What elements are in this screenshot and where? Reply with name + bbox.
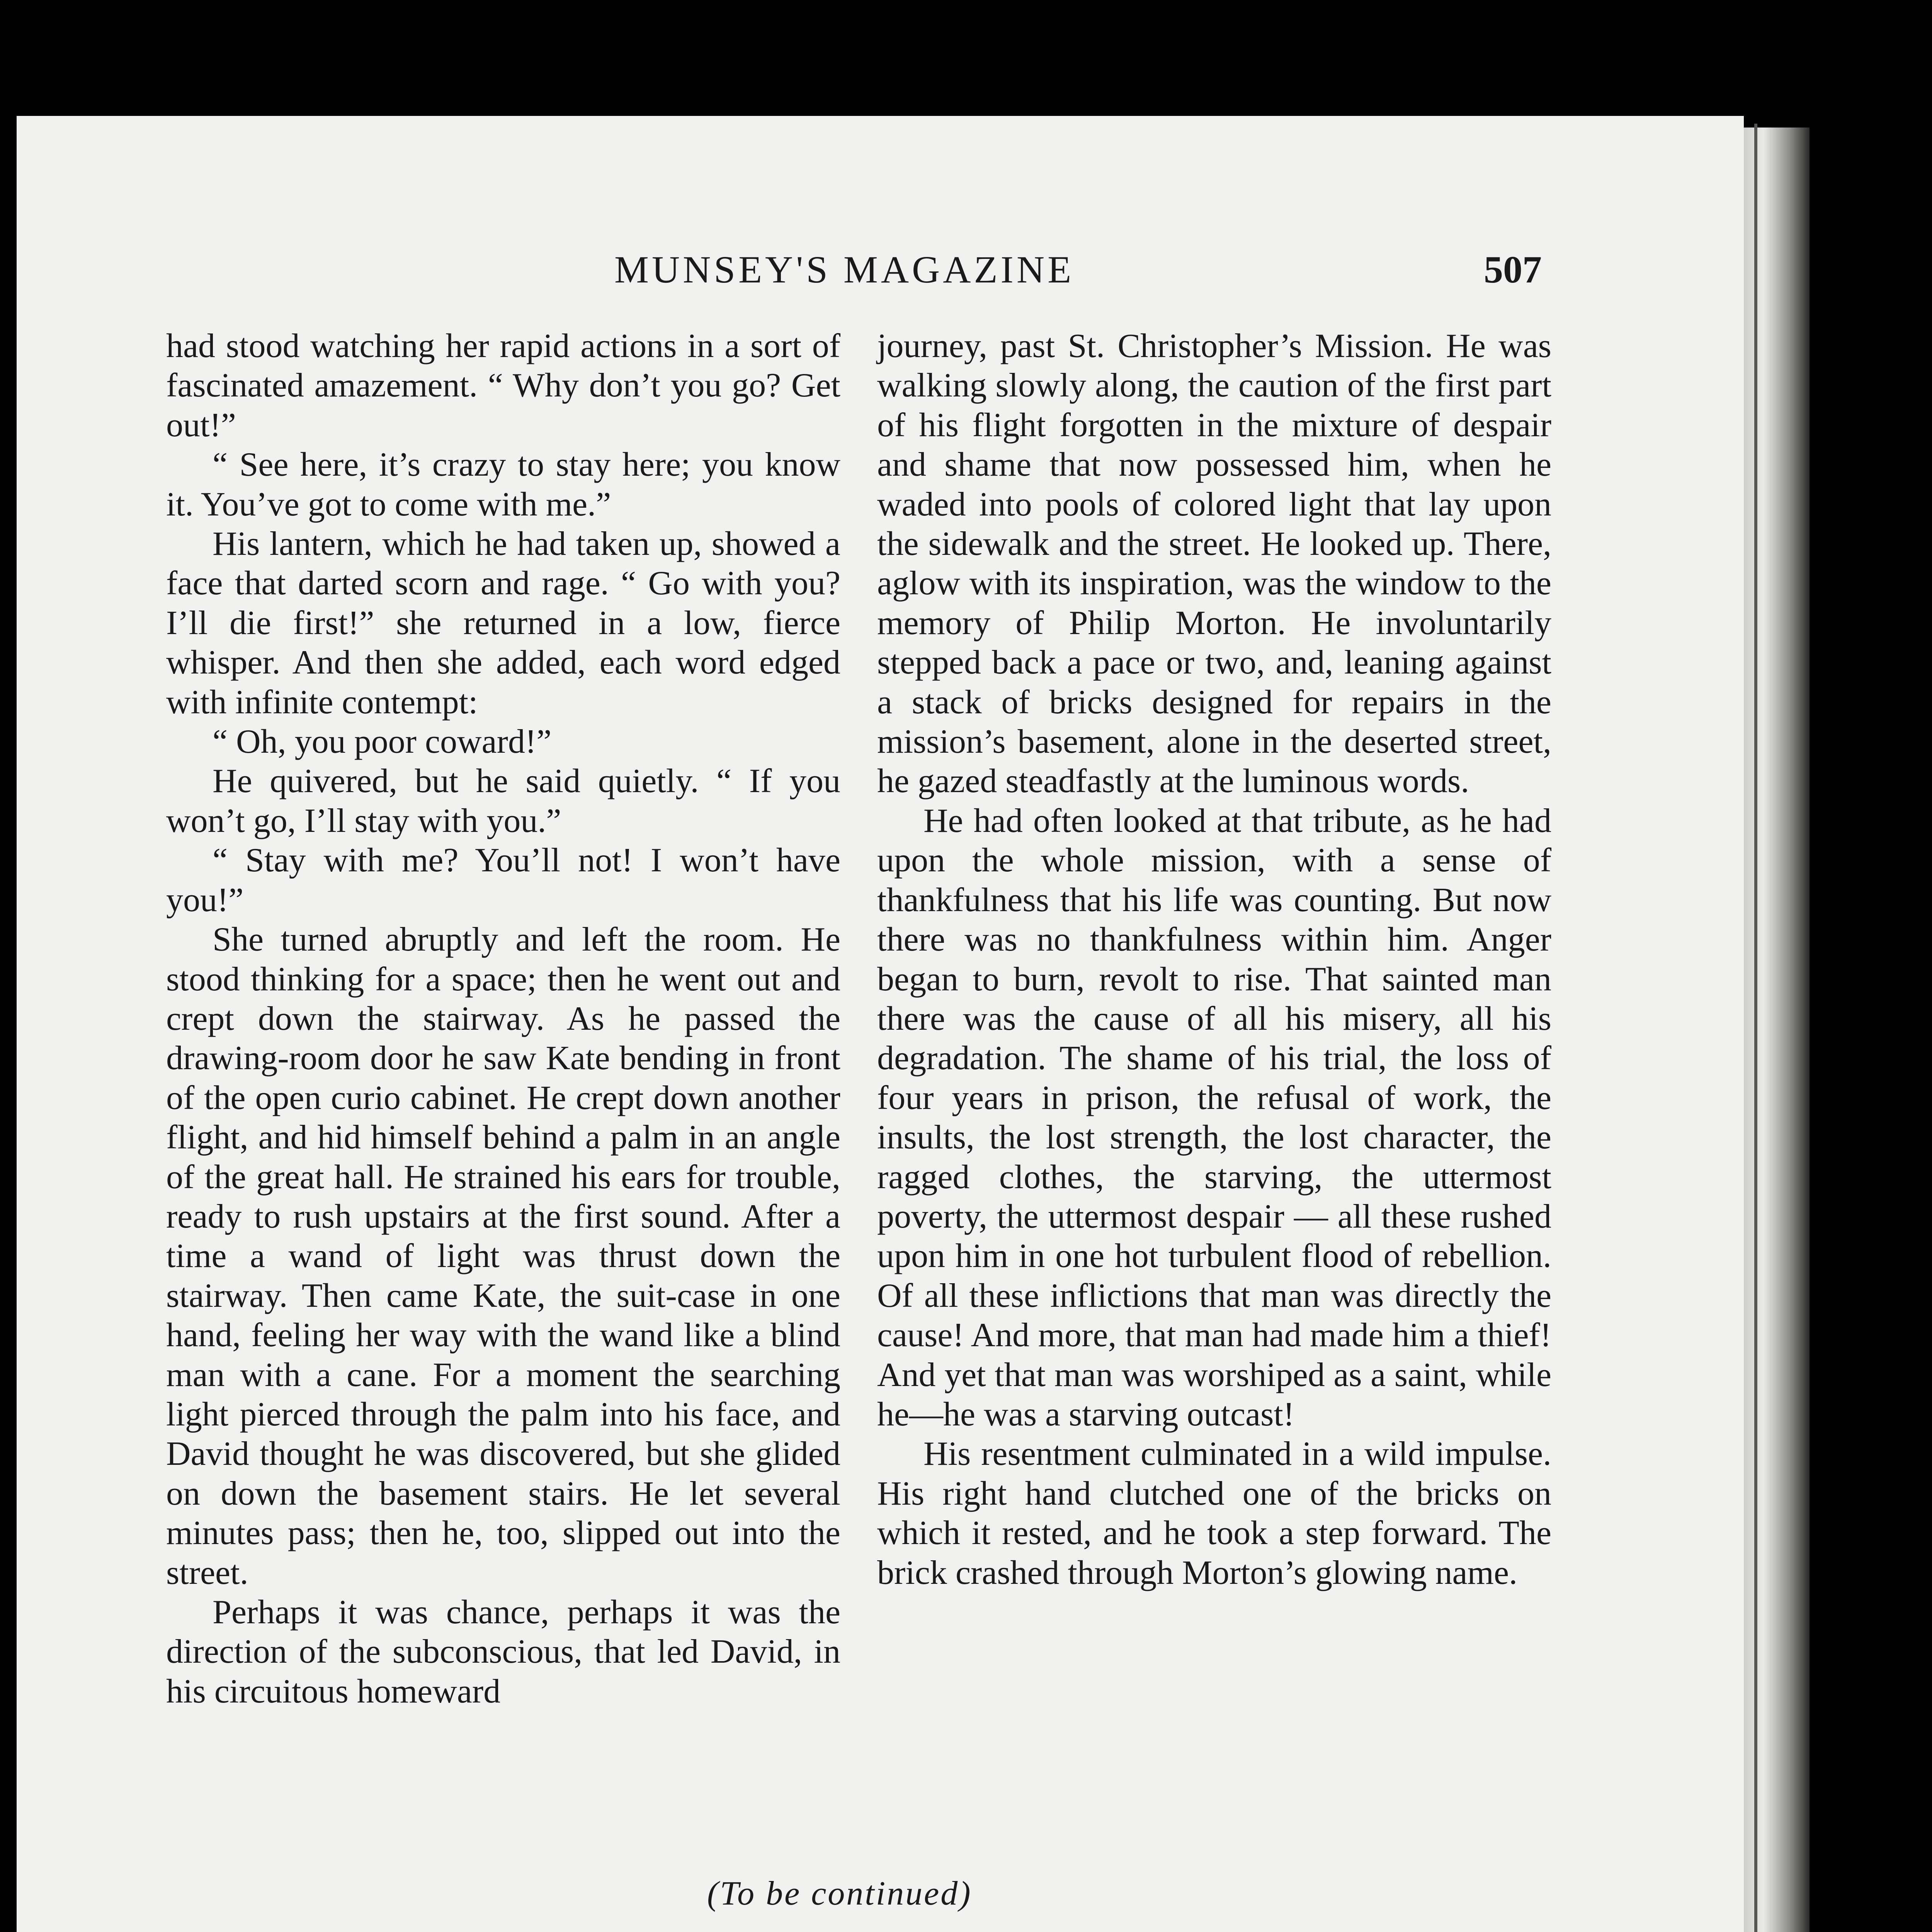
- paragraph: journey, past St. Christopher’s Mission. He was walking slowly along, the caution of the first part of his flight forgotten in the mixture of despair and shame that now possessed him, when he waded into pools of colored light that lay upon the sidewalk and the street. He looked up. There, aglow with its inspiration, was the window to the memory of Philip Morton. He involuntarily stepped back a pace or two, and, leaning against a stack of bricks designed for repairs in the mission’s basement, alone in the deserted street, he gazed steadfastly at the luminous words.: [877, 327, 1551, 800]
- paragraph: had stood watching her rapid actions in a sort of fascinated amazement. “ Why don’t you go? Get out!”: [166, 327, 840, 444]
- paragraph: He quivered, but he said quietly. “ If you won’t go, I’ll stay with you.”: [166, 762, 840, 840]
- paragraph: Perhaps it was chance, perhaps it was the direction of the subconscious, that led David, in his circuitous homeward: [166, 1594, 840, 1710]
- paragraph: “ See here, it’s crazy to stay here; you know it. You’ve got to come with me.”: [166, 446, 840, 523]
- to-be-continued: (To be continued): [707, 1875, 972, 1912]
- left-column: [166, 327, 840, 1711]
- paragraph: She turned abruptly and left the room. He stood thinking for a space; then he went out and crept down the stairway. As he passed the drawing-room door he saw Kate bending in front of the open curio cabinet. He crept down another flight, and hid himself behind a palm in an angle of the great hall. He strained his ears for trouble, ready to rush upstairs at the first sound. After a time a wand of light was thrust down the stairway. Then came Kate, the suit-case in one hand, feeling her way with the wand like a blind man with a cane. For a moment the searching light pierced through the palm into his face, and David thought he was discovered, but she glided on down the basement stairs. He let several minutes pass; then he, too, slipped out into the street.: [166, 921, 840, 1592]
- paragraph: His lantern, which he had taken up, showed a face that darted scorn and rage. “ Go with you? I’ll die first!” she returned in a low, fierce whisper. And then she added, each word edged with infinite contempt:: [166, 525, 840, 721]
- page-number: 507: [1484, 248, 1542, 291]
- paragraph: His resentment culminated in a wild impulse. His right hand clutched one of the bricks on which it rested, and he took a step forward. The brick crashed through Morton’s glowing name.: [877, 1435, 1551, 1592]
- binding-shadow: [1754, 124, 1757, 1932]
- paragraph: He had often looked at that tribute, as he had upon the whole mission, with a sense of thankfulness that his life was counting. But now there was no thankfulness within him. Anger began to burn, revolt to rise. That sainted man there was the cause of all his misery, all his degradation. The shame of his trial, the loss of four years in prison, the refusal of work, the insults, the lost strength, the lost character, the ragged clothes, the starving, the uttermost poverty, the uttermost despair — all these rushed upon him in one hot turbulent flood of rebellion. Of all these inflictions that man was directly the cause! And more, that man had made him a thief! And yet that man was worshiped as a saint, while he—he was a starving outcast!: [877, 802, 1551, 1433]
- page-stack-edge: [1744, 128, 1810, 1932]
- right-column: [877, 327, 1551, 1593]
- paragraph: “ Stay with me? You’ll not! I won’t have you!”: [166, 842, 840, 919]
- paragraph: “ Oh, you poor coward!”: [213, 723, 552, 761]
- running-head: MUNSEY'S MAGAZINE: [614, 248, 1075, 291]
